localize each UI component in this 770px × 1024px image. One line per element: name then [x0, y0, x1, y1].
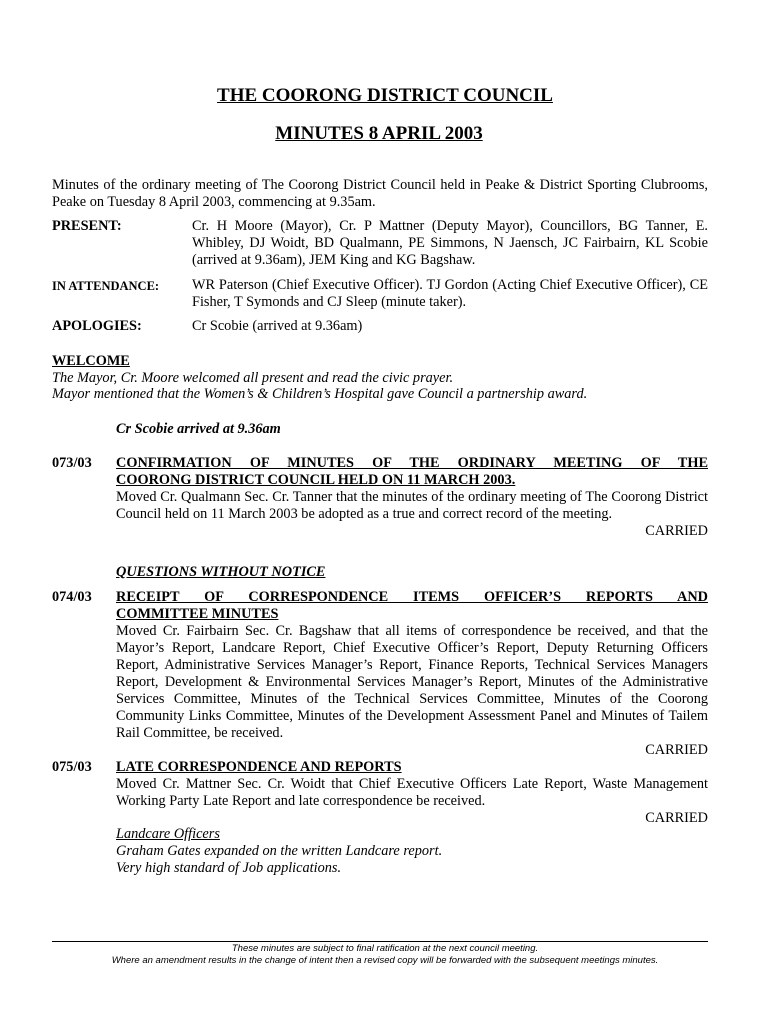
item-073-body: [116, 455, 708, 540]
welcome-line-1: The Mayor, Cr. Moore welcomed all present and read the civic prayer.: [52, 370, 454, 386]
item-text: Moved Cr. Fairbairn Sec. Cr. Bagshaw that all items of correspondence be received, and that the Mayor’s Report, Landcare Report, Chief Executive Officer’s Report, Deputy Returning Officers Report, Administrative Services Manager’s Report, Finance Reports, Technical Services Managers Report, Development & Environmental Services Manager’s Report, Minutes of the Administrative Services Committee, Minutes of the Technical Services Committee, Minutes of the Coorong Community Links Committee, Minutes of the Development Assessment Panel and Minutes of Tailem Rail Committee, be received.: [116, 623, 708, 741]
questions-heading: QUESTIONS WITHOUT NOTICE: [116, 564, 326, 580]
item-result: CARRIED: [645, 810, 708, 826]
item-text: Moved Cr. Qualmann Sec. Cr. Tanner that the minutes of the ordinary meeting of The Coorong District Council held on 11 March 2003 be adopted as a true and correct record of the meeting.: [116, 489, 708, 522]
item-075-body: [116, 759, 708, 827]
landcare-line-2: Very high standard of Job applications.: [116, 860, 342, 876]
item-number: 074/03: [52, 589, 92, 605]
item-heading-continued: COORONG DISTRICT COUNCIL HELD ON 11 MARCH 2003.: [116, 472, 516, 488]
item-result: CARRIED: [645, 742, 708, 758]
scobie-arrival-note: Cr Scobie arrived at 9.36am: [116, 421, 281, 437]
footer-divider: [52, 941, 708, 942]
attendance-text: WR Paterson (Chief Executive Officer). TJ Gordon (Acting Chief Executive Officer), CE Fisher, T Symonds and CJ Sleep (minute taker).: [192, 277, 708, 310]
minutes-title: MINUTES 8 APRIL 2003: [275, 123, 483, 144]
item-text: Moved Cr. Mattner Sec. Cr. Woidt that Chief Executive Officers Late Report, Waste Management Working Party Late Report and late correspondence be received.: [116, 776, 708, 809]
welcome-heading: WELCOME: [52, 353, 130, 369]
attendance-label: IN ATTENDANCE:: [52, 279, 160, 293]
landcare-heading: Landcare Officers: [116, 826, 220, 842]
item-result: CARRIED: [645, 523, 708, 539]
present-label: PRESENT:: [52, 218, 122, 234]
council-title: THE COORONG DISTRICT COUNCIL: [217, 85, 553, 106]
landcare-line-1: Graham Gates expanded on the written Landcare report.: [116, 843, 443, 859]
footer-line-2: Where an amendment results in the change of intent then a revised copy will be forwarded with the subsequent meetings minutes.: [111, 955, 659, 966]
item-heading: RECEIPT OF CORRESPONDENCE ITEMS OFFICER’S REPORTS AND: [116, 589, 708, 605]
intro-paragraph: Minutes of the ordinary meeting of The Coorong District Council held in Peake & District Sporting Clubrooms, Peake on Tuesday 8 April 2003, commencing at 9.35am.: [52, 177, 708, 210]
item-number: 073/03: [52, 455, 92, 471]
apologies-label: APOLOGIES:: [52, 318, 142, 334]
item-heading-continued: COMMITTEE MINUTES: [116, 606, 279, 622]
present-text: Cr. H Moore (Mayor), Cr. P Mattner (Deputy Mayor), Councillors, BG Tanner, E. Whibley, DJ Woidt, BD Qualmann, PE Simmons, N Jaensch, JC Fairbairn, KL Scobie (arrived at 9.36am), JEM King and KG Bagshaw.: [192, 218, 708, 268]
apologies-text: Cr Scobie (arrived at 9.36am): [192, 318, 363, 334]
welcome-line-2: Mayor mentioned that the Women’s & Children’s Hospital gave Council a partnership award.: [52, 386, 588, 402]
item-heading: LATE CORRESPONDENCE AND REPORTS: [116, 759, 402, 775]
footer-line-1: These minutes are subject to final ratification at the next council meeting.: [231, 943, 539, 954]
item-heading: CONFIRMATION OF MINUTES OF THE ORDINARY MEETING OF THE: [116, 455, 708, 471]
item-074-body: [116, 589, 708, 759]
item-number: 075/03: [52, 759, 92, 775]
